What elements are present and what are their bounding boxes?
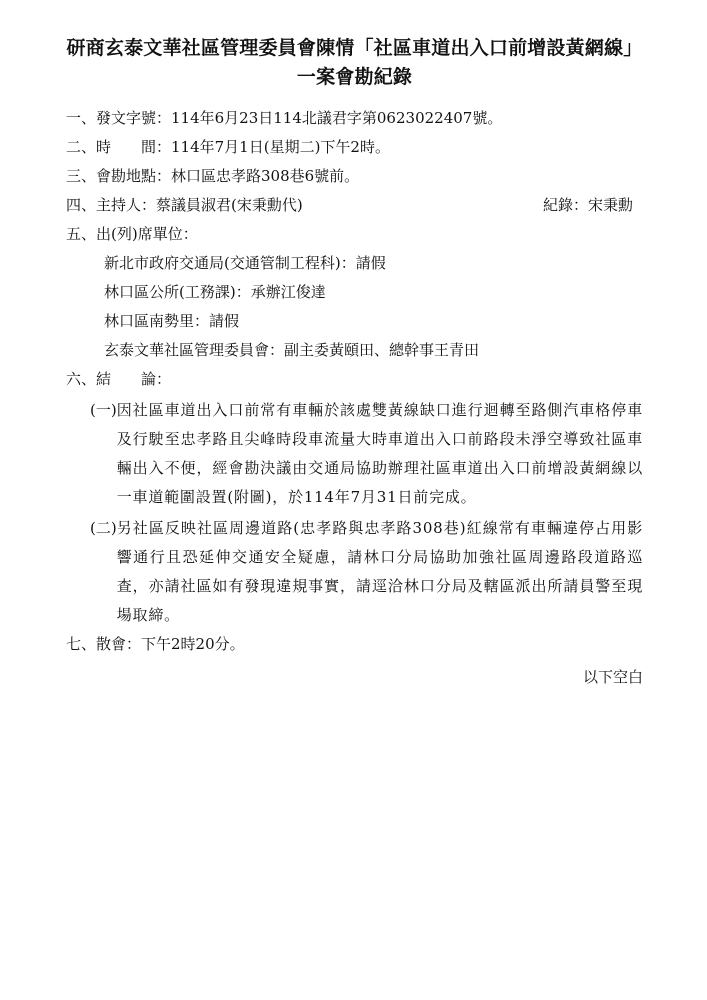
attendee-item: 林口區公所(工務課)：承辦江俊達 — [104, 283, 326, 301]
title-line-1: 研商玄泰文華社區管理委員會陳情「社區車道出入口前增設黃網線」 — [66, 37, 643, 59]
document-title — [66, 34, 643, 92]
attendee-item: 新北市政府交通局(交通管制工程科)：請假 — [104, 254, 386, 272]
attendee-item: 林口區南勢里：請假 — [104, 312, 240, 330]
document-body — [66, 104, 643, 692]
conclusion-text: 另社區反映社區周邊道路(忠孝路與忠孝路308巷)紅線常有車輛違停占用影響通行且恐延伸交通安全疑慮，請林口分局協助加強社區周邊路段道路巡查，亦請社區如有發現違規事實，請逕洽林口分局及轄區派出所請員警至現場取締。 — [116, 519, 643, 624]
attendees-label: 五、出(列)席單位： — [66, 225, 198, 243]
host-row — [66, 191, 643, 220]
host-line: 四、主持人：蔡議員淑君(宋秉勳代) — [66, 196, 303, 214]
conclusion-text: 因社區車道出入口前常有車輛於該處雙黃線缺口進行迴轉至路側汽車格停車及行駛至忠孝路且尖峰時段車流量大時車道出入口前路段未淨空導致社區車輛出入不便，經會勘決議由交通局協助辦理社區車道出入口前增設黃網線以一車道範圍設置(附圖)，於114年7月31日前完成。 — [116, 401, 643, 506]
conclusion-label: 六、結 論： — [66, 370, 172, 388]
adjourn-line: 七、散會：下午2時20分。 — [66, 635, 245, 653]
recorder-line: 紀錄：宋秉勳 — [542, 196, 633, 214]
conclusion-number: (一) — [90, 401, 117, 419]
time-line: 二、時 間：114年7月1日(星期二)下午2時。 — [66, 138, 390, 156]
attendee-item: 玄泰文華社區管理委員會：副主委黃頤田、總幹事王青田 — [104, 341, 480, 359]
title-line-2: 一案會勘紀錄 — [296, 66, 413, 88]
doc-number-line: 一、發文字號：114年6月23日114北議君字第0623022407號。 — [66, 109, 503, 127]
conclusion-item — [66, 396, 643, 512]
blank-note: 以下空白 — [582, 668, 643, 686]
conclusion-number: (二) — [90, 519, 117, 537]
place-line: 三、會勘地點：林口區忠孝路308巷6號前。 — [66, 167, 360, 185]
conclusion-item — [66, 514, 643, 630]
